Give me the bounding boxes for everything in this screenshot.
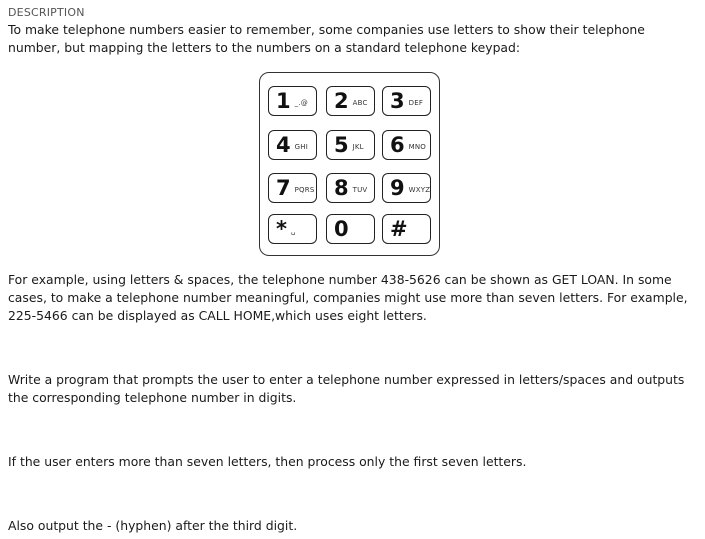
key-9-letters: WXYZ [408,186,431,194]
key-5-letters: JKL [352,143,364,151]
key-7[interactable] [268,173,317,203]
key-star[interactable] [268,214,317,244]
key-4-digit: 4 [276,132,291,157]
key-9[interactable] [382,173,431,203]
seven-letters-paragraph: If the user enters more than seven letters, then process only the first seven letters. [8,454,527,469]
key-3-letters: DEF [408,99,424,107]
hyphen-paragraph: Also output the - (hyphen) after the third digit. [8,518,298,533]
key-8-letters: TUV [352,186,368,194]
intro-paragraph: To make telephone numbers easier to remember, some companies use letters to show their telephone number, but mapping the letters to the numbers on a standard telephone keypad: [8,22,645,55]
key-2-letters: ABC [352,99,368,107]
key-3-digit: 3 [390,88,405,113]
key-star-letters: ␣ [290,227,296,235]
key-4-letters: GHI [294,143,308,151]
key-6-digit: 6 [390,132,405,157]
key-8-digit: 8 [334,175,349,200]
key-hash-digit: # [390,216,408,241]
key-6[interactable] [382,130,431,160]
key-3[interactable] [382,86,431,116]
key-1-digit: 1 [276,88,291,113]
key-hash[interactable] [382,214,431,244]
key-5-digit: 5 [334,132,349,157]
key-star-digit: * [276,216,287,241]
key-8[interactable] [326,173,375,203]
key-4[interactable] [268,130,317,160]
key-6-letters: MNO [408,143,427,151]
key-1-letters: _.@ [294,99,308,107]
key-7-digit: 7 [276,175,291,200]
program-paragraph: Write a program that prompts the user to enter a telephone number expressed in letters/spaces and outputs the corresponding telephone number in digits. [8,372,685,405]
key-5[interactable] [326,130,375,160]
key-1[interactable] [268,86,317,116]
example-paragraph: For example, using letters & spaces, the telephone number 438-5626 can be shown as GET LOAN. In some cases, to make a telephone number meaningful, companies might use more than seven letters. For example, 225-5466 can be displayed as CALL HOME,which uses eight letters. [8,272,688,323]
description-heading: DESCRIPTION [8,6,85,19]
key-0[interactable] [326,214,375,244]
key-2[interactable] [326,86,375,116]
key-0-digit: 0 [334,216,349,241]
key-2-digit: 2 [334,88,349,113]
telephone-keypad [259,72,440,256]
key-9-digit: 9 [390,175,405,200]
key-7-letters: PQRS [294,186,315,194]
